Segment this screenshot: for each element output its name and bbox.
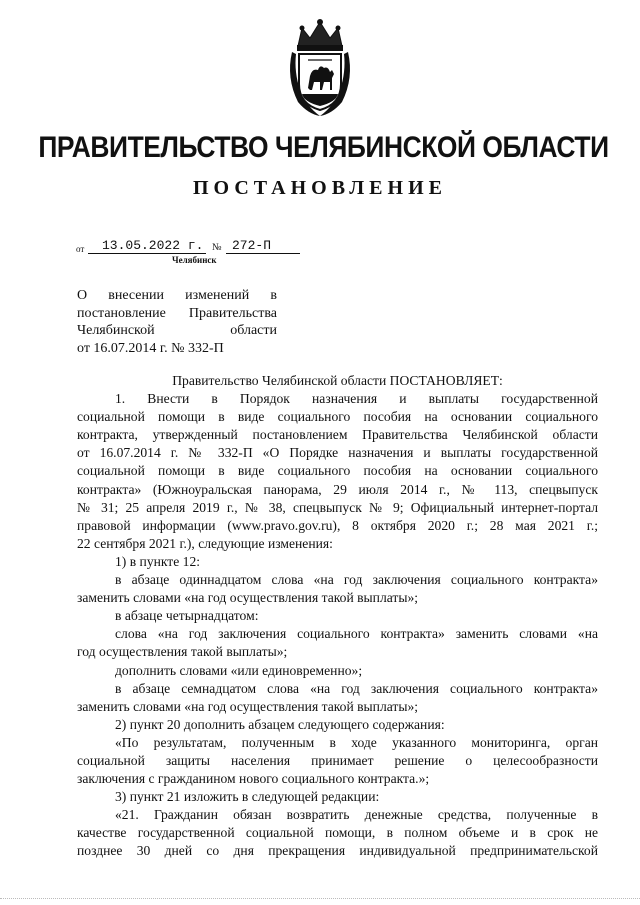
subject-line: Челябинской области <box>77 323 277 338</box>
body-line: в абзаце четырнадцатом: <box>115 608 259 624</box>
body-line: позднее 30 дней со дня прекращения индивидуальной предпринимательской <box>77 843 598 859</box>
body-line: от 16.07.2014 г. № 332-П «О Порядке назначения и выплаты государственной <box>77 445 598 461</box>
body-line: год осуществления такой выплаты»; <box>77 644 288 660</box>
body-line: правовой информации (www.pravo.gov.ru), 8 октября 2020 г.; 28 мая 2021 г.; <box>77 517 598 533</box>
page-bottom-edge <box>0 898 640 900</box>
body-line: 2) пункт 20 дополнить абзацем следующего содержания: <box>115 716 445 732</box>
body-line: качестве государственной социальной помощи, в полном объеме и в срок не <box>77 825 598 841</box>
body-line: 1. Внести в Порядок назначения и выплаты государственной <box>115 391 598 407</box>
body-line: слова «на год заключения социального контракта» заменить словами «на <box>115 626 598 642</box>
body-line: 1) в пункте 12: <box>115 553 201 569</box>
body-line: «21. Гражданин обязан возвратить денежные средства, полученные в <box>115 807 598 823</box>
body-line: в абзаце одиннадцатом слова «на год заключения социального контракта» <box>115 572 598 588</box>
document-number <box>226 238 300 254</box>
body-line: «По результатам, полученным в ходе указанного мониторинга, орган <box>115 734 598 750</box>
document-body <box>77 372 598 861</box>
document-date-text: 13.05.2022 г. <box>102 238 204 253</box>
body-line: № 31; 25 апреля 2019 г., № 38, спецвыпуск № 9; Официальный интернет-портал <box>77 499 598 515</box>
date-prefix: от <box>76 244 85 254</box>
body-line: заменить словами «на год осуществления такой выплаты»; <box>77 590 419 606</box>
subject-line: от 16.07.2014 г. № 332-П <box>77 340 224 356</box>
body-line: заменить словами «на год осуществления такой выплаты»; <box>77 698 419 714</box>
number-label: № <box>212 242 222 253</box>
body-line: 22 сентября 2021 г.), следующие изменения: <box>77 535 333 551</box>
body-line: 3) пункт 21 изложить в следующей редакции: <box>115 789 380 805</box>
document-subject <box>77 287 277 357</box>
body-line: социальной помощи в виде социального пособия на основании социального <box>77 409 598 425</box>
coat-of-arms-icon <box>284 18 356 118</box>
body-line: контракта» (Южноуральская панорама, 29 июля 2014 г., № 113, спецвыпуск <box>77 481 598 497</box>
date-number-line <box>76 238 306 256</box>
document-date <box>88 238 206 254</box>
government-title: ПРАВИТЕЛЬСТВО ЧЕЛЯБИНСКОЙ ОБЛАСТИ <box>38 131 609 164</box>
city-name: Челябинск <box>172 255 217 265</box>
document-number-text: 272-П <box>232 238 272 253</box>
document-type: ПОСТАНОВЛЕНИЕ <box>193 177 447 199</box>
body-line: в абзаце семнадцатом слова «на год заключения социального контракта» <box>115 680 598 696</box>
body-line: контракта, утвержденный постановлением Правительства Челябинской области <box>77 427 598 443</box>
body-line: заключения с гражданином нового социального контракта.»; <box>77 771 430 787</box>
body-line: социальной защиты населения принимает решение о целесообразности <box>77 752 598 768</box>
body-line: дополнить словами «или единовременно»; <box>115 662 363 678</box>
subject-line: постановление Правительства <box>77 305 277 321</box>
body-line: социальной помощи в виде социального пособия на основании социального <box>77 463 598 479</box>
subject-line: О внесении изменений в <box>77 288 277 303</box>
body-line: Правительство Челябинской области ПОСТАНОВЛЯЕТ: <box>172 373 503 388</box>
